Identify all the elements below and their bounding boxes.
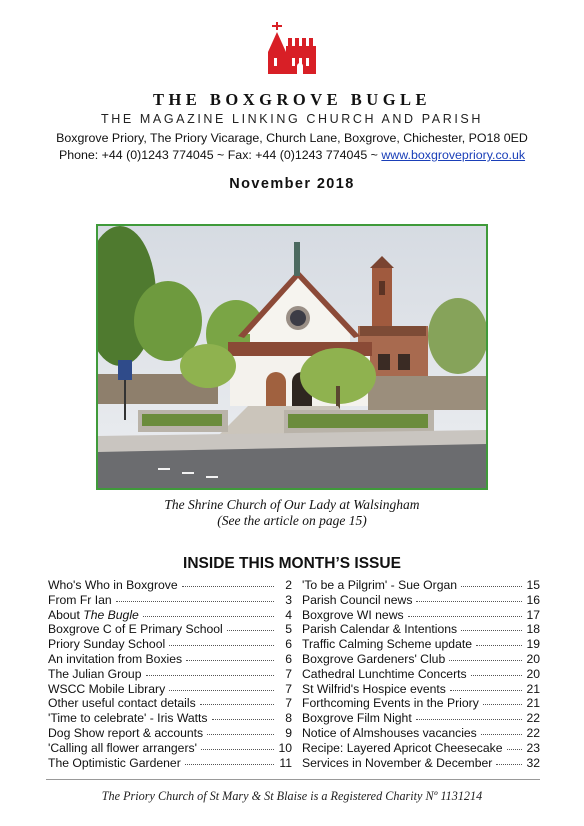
contents-entry-title: 'Calling all flower arrangers' [48, 740, 197, 755]
address-line: Boxgrove Priory, The Priory Vicarage, Church Lane, Boxgrove, Chichester, PO18 0ED [56, 131, 528, 145]
contents-entry-page: 15 [526, 578, 540, 592]
issue-date: November 2018 [229, 176, 355, 192]
contents-entry [302, 637, 540, 652]
contents-entry-title: The Optimistic Gardener [48, 755, 181, 770]
contents-entry-title: An invitation from Boxies [48, 651, 183, 666]
contents-entry [48, 593, 292, 608]
contents-entry [302, 593, 540, 608]
contents-entry-title: The Julian Group [48, 666, 142, 681]
contents-entry-page: 21 [526, 681, 540, 696]
contents-entry-title: Services in November & December [302, 755, 493, 770]
contents-entry-title: Other useful contact details [48, 696, 196, 711]
contents-entry-page: 16 [526, 592, 540, 607]
contents-entry [302, 578, 540, 593]
contents-entry-page: 9 [285, 725, 292, 740]
dot-leader [507, 749, 522, 750]
contents-entry-title: Boxgrove Film Night [302, 711, 412, 726]
phone-fax-text: Phone: +44 (0)1243 774045 ~ Fax: +44 (0)1243 774045 ~ [58, 148, 378, 162]
contents-entry-page: 19 [526, 637, 540, 652]
contents-right-column [302, 578, 540, 770]
contents-entry-title: Who's Who in Boxgrove [48, 578, 178, 592]
dot-leader [200, 704, 274, 705]
contents-entry [302, 622, 540, 637]
contents-entry-page: 18 [526, 622, 540, 637]
contents-entry [302, 726, 540, 741]
charity-footer: The Priory Church of St Mary & St Blaise is a Registered Charity Nº 1131214 [101, 789, 483, 803]
contents-entry-title: Boxgrove Gardeners' Club [302, 651, 446, 666]
contents-entry-title: Cathedral Lunchtime Concerts [302, 666, 467, 681]
dot-leader [449, 660, 522, 661]
contents-entry [48, 741, 292, 756]
dot-leader [496, 764, 522, 765]
contents-entry-page: 7 [285, 666, 292, 681]
contents-entry [48, 696, 292, 711]
dot-leader [116, 601, 274, 602]
magazine-title: THE BOXGROVE BUGLE [152, 90, 432, 109]
contents-entry-page: 32 [526, 755, 540, 770]
dot-leader [483, 704, 522, 705]
contents-entry-page: 2 [285, 578, 292, 592]
contents-entry-title: WSCC Mobile Library [48, 681, 166, 696]
contents-entry [48, 608, 292, 623]
dot-leader [416, 719, 522, 720]
contents-entry [302, 741, 540, 756]
contents-entry-page: 8 [285, 711, 292, 726]
dot-leader [471, 675, 522, 676]
dot-leader [186, 660, 274, 661]
dot-leader [182, 586, 274, 587]
contents-entry-title: About The Bugle [48, 607, 139, 622]
contents-entry-title: Boxgrove C of E Primary School [48, 622, 223, 637]
dot-leader [169, 645, 274, 646]
contents-entry-page: 10 [278, 740, 292, 755]
contents-entry-title: St Wilfrid's Hospice events [302, 681, 446, 696]
website-link[interactable]: www.boxgrovepriory.co.uk [381, 148, 526, 162]
caption-line-2: (See the article on page 15) [217, 513, 367, 528]
contents-entry [302, 711, 540, 726]
contents-entry-title: 'Time to celebrate' - Iris Watts [48, 711, 208, 726]
contents-entry-title: Forthcoming Events in the Priory [302, 696, 479, 711]
dot-leader [227, 630, 274, 631]
contents-entry-page: 5 [285, 622, 292, 637]
contents-entry [302, 696, 540, 711]
contents-entry [302, 682, 540, 697]
contents-left-column [48, 578, 292, 770]
contents-entry [302, 756, 540, 771]
contents-entry-page: 17 [526, 607, 540, 622]
contents-entry [302, 667, 540, 682]
contents-entry-title: Parish Council news [302, 592, 413, 607]
contents-entry-title: Parish Calendar & Intentions [302, 622, 458, 637]
cover-photo [96, 224, 488, 490]
contents-entry [48, 756, 292, 771]
contents-heading: INSIDE THIS MONTH’S ISSUE [183, 555, 401, 572]
contents-entry [48, 726, 292, 741]
contents-entry [48, 637, 292, 652]
contents-entry-page: 7 [285, 681, 292, 696]
contents-entry [302, 608, 540, 623]
contents-entry-page: 11 [279, 755, 292, 770]
contents-entry-title: Notice of Almshouses vacancies [302, 725, 477, 740]
contents-entry-title: Traffic Calming Scheme update [302, 637, 473, 652]
contents-entry-title: Dog Show report & accounts [48, 725, 204, 740]
contents-entry-page: 22 [526, 711, 540, 726]
dot-leader [461, 586, 522, 587]
dot-leader [146, 675, 275, 676]
contents-entry-page: 20 [526, 651, 540, 666]
contents-entry-page: 4 [285, 607, 292, 622]
dot-leader [461, 630, 522, 631]
magazine-subtitle: THE MAGAZINE LINKING CHURCH AND PARISH [101, 112, 483, 126]
contents-entry [48, 682, 292, 697]
contents-entry [48, 578, 292, 593]
dot-leader [169, 690, 274, 691]
contents-entry-title: 'To be a Pilgrim' - Sue Organ [302, 578, 458, 592]
contents-entry-title: Priory Sunday School [48, 637, 166, 652]
dot-leader [185, 764, 274, 765]
contents-entry-page: 7 [285, 696, 292, 711]
dot-leader [476, 645, 522, 646]
contents-entry-page: 3 [285, 592, 292, 607]
photo-caption [0, 497, 584, 529]
dot-leader [408, 616, 522, 617]
dot-leader [143, 616, 274, 617]
dot-leader [481, 734, 522, 735]
contents-entry-page: 6 [285, 637, 292, 652]
contact-line [0, 148, 584, 162]
dot-leader [416, 601, 522, 602]
dot-leader [201, 749, 274, 750]
contents-entry-page: 22 [526, 725, 540, 740]
contents-entry [48, 667, 292, 682]
footer-divider [46, 779, 540, 780]
contents-entry-page: 20 [526, 666, 540, 681]
contents-entry [48, 652, 292, 667]
contents-entry [302, 652, 540, 667]
contents-entry-title: Boxgrove WI news [302, 607, 404, 622]
dot-leader [450, 690, 522, 691]
caption-line-1: The Shrine Church of Our Lady at Walsingham [164, 497, 420, 512]
contents-entry-title: Recipe: Layered Apricot Cheesecake [302, 740, 503, 755]
dot-leader [212, 719, 274, 720]
contents-entry-title: From Fr Ian [48, 592, 112, 607]
contents-entry [48, 622, 292, 637]
dot-leader [207, 734, 274, 735]
contents-entry-page: 6 [285, 651, 292, 666]
contents-entry-page: 23 [526, 740, 540, 755]
contents-entry [48, 711, 292, 726]
church-logo-icon [266, 22, 320, 78]
contents-entry-page: 21 [526, 696, 540, 711]
